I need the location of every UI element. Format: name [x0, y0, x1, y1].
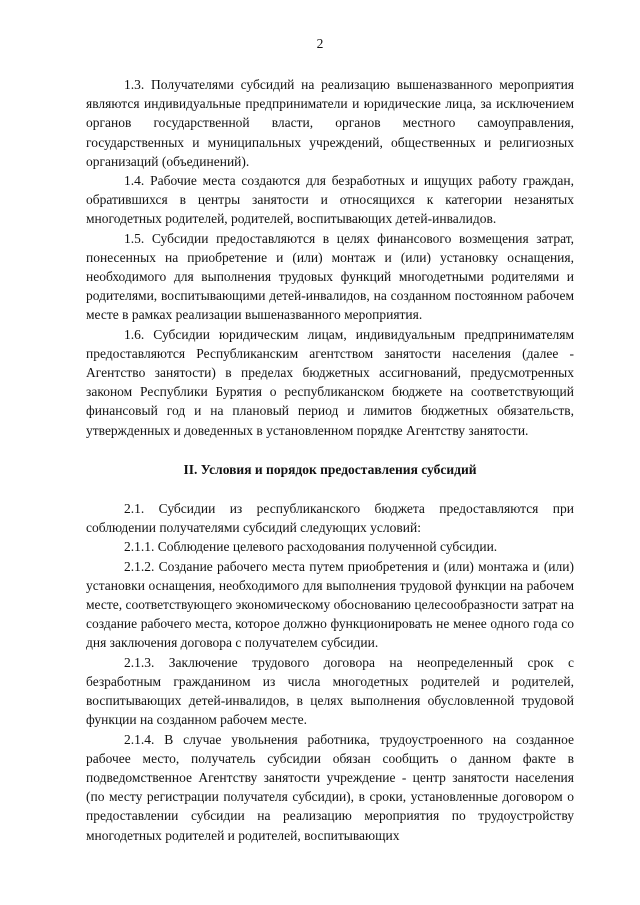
paragraph-2-1-1: 2.1.1. Соблюдение целевого расходования полученной субсидии. [124, 539, 498, 555]
paragraph-2-1-4: 2.1.4. В случае увольнения работника, трудоустроенного на созданное рабочее место, получатель субсидии обязан сообщить о данном факте в подведомственное Агентству занятости учреждение - центр занятости населения (по месту регистрации получателя субсидии), в сроки, установленные договором о предоставлении субсидии на реализацию мероприятия по трудоустройству многодетных родителей и родителей, воспитывающих [86, 731, 574, 843]
paragraph-1-6: 1.6. Субсидии юридическим лицам, индивидуальным предпринимателям предоставляются Республиканским агентством занятости населения (далее - Агентство занятости) в пределах бюджетных ассигнований, предусмотренных законом Республики Бурятия о республиканском бюджете на соответствующий финансовый год и на плановый период и лимитов бюджетных обязательств, утвержденных и доведенных в установленном порядке Агентству занятости. [86, 326, 574, 438]
paragraph-2-1: 2.1. Субсидии из республиканского бюджета предоставляются при соблюдении получателями субсидий следующих условий: [86, 501, 574, 536]
document-body [86, 75, 574, 845]
section-heading: II. Условия и порядок предоставления субсидий [183, 461, 477, 477]
paragraph-1-5: 1.5. Субсидии предоставляются в целях финансового возмещения затрат, понесенных на приобретение и (или) монтаж и (или) установку оснащения, необходимого для выполнения трудовых функций многодетными родителями и родителями, воспитывающими детей-инвалидов, на созданном постоянном рабочем месте в рамках реализации вышеназванного мероприятия. [86, 230, 574, 323]
paragraph-1-3: 1.3. Получателями субсидий на реализацию вышеназванного мероприятия являются индивидуальные предприниматели и юридические лица, за исключением органов государственной власти, органов местного самоуправления, государственных и муниципальных учреждений, общественных и религиозных организаций (объединений). [86, 77, 574, 169]
paragraph-2-1-2: 2.1.2. Создание рабочего места путем приобретения и (или) монтажа и (или) установки оснащения, необходимого для выполнения трудовой функции на рабочем месте, соответствующего экономическому обоснованию целесообразности затрат на создание рабочего места, которое должно функционировать не менее одного года со дня заключения договора с получателем субсидии. [86, 558, 574, 651]
page-number: 2 [316, 36, 324, 51]
paragraph-1-4: 1.4. Рабочие места создаются для безработных и ищущих работу граждан, обратившихся в центры занятости и относящихся к категории незанятых многодетных родителей, родителей, воспитывающих детей-инвалидов. [86, 173, 574, 227]
paragraph-2-1-3: 2.1.3. Заключение трудового договора на неопределенный срок с безработным гражданином из числа многодетных родителей и родителей, воспитывающих детей-инвалидов, в целях выполнения обусловленной трудовой функции на созданном рабочем месте. [86, 654, 574, 728]
